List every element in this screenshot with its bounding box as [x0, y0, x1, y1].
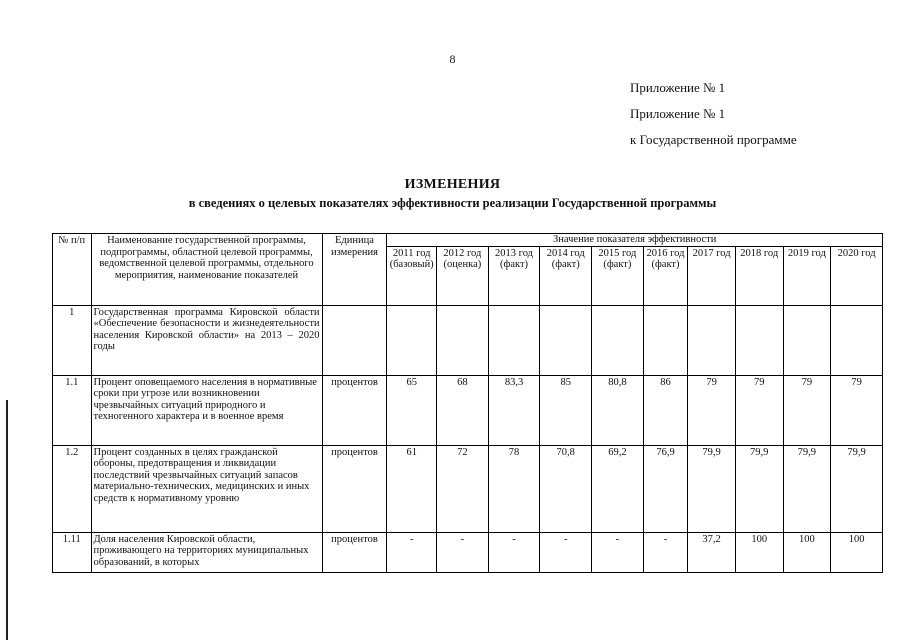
row-value-1: - — [437, 532, 489, 572]
header-row-group — [53, 234, 883, 247]
row-value-0: 65 — [387, 375, 437, 445]
header-year-6: 2017 год — [688, 246, 736, 305]
header-year-4: 2015 год (факт) — [592, 246, 644, 305]
row-value-3 — [540, 305, 592, 375]
row-value-7 — [735, 305, 783, 375]
header-values-group: Значение показателя эффективности — [387, 234, 883, 247]
row-value-2: 83,3 — [488, 375, 540, 445]
row-value-9: 100 — [831, 532, 883, 572]
row-indicator-name: Доля населения Кировской области, проживающего на территориях муниципальных образований, в которых — [91, 532, 322, 572]
row-value-8: 100 — [783, 532, 831, 572]
appendix-line-2: Приложение № 1 — [630, 106, 726, 121]
table-row — [53, 532, 883, 572]
row-number: 1.11 — [53, 532, 92, 572]
header-unit: Единица измерения — [322, 234, 387, 306]
table-row — [53, 375, 883, 445]
appendix-line-1: Приложение № 1 — [630, 80, 726, 95]
row-indicator-name: Государственная программа Кировской области «Обеспечение безопасности и жизнедеятельности населения Кировской области» на 2013 – 2020 годы — [91, 305, 322, 375]
row-value-5 — [643, 305, 688, 375]
row-value-4 — [592, 305, 644, 375]
header-year-1: 2012 год (оценка) — [437, 246, 489, 305]
row-value-7: 100 — [735, 532, 783, 572]
row-value-3: 70,8 — [540, 445, 592, 532]
row-value-0 — [387, 305, 437, 375]
row-unit: процентов — [322, 532, 387, 572]
row-value-9: 79,9 — [831, 445, 883, 532]
header-year-0: 2011 год (базовый) — [387, 246, 437, 305]
header-year-3: 2014 год (факт) — [540, 246, 592, 305]
row-value-5: 76,9 — [643, 445, 688, 532]
row-value-2: 78 — [488, 445, 540, 532]
row-number: 1 — [53, 305, 92, 375]
header-year-8: 2019 год — [783, 246, 831, 305]
row-value-5: - — [643, 532, 688, 572]
table-row — [53, 445, 883, 532]
document-title: ИЗМЕНЕНИЯ — [404, 177, 501, 192]
row-value-6: 79 — [688, 375, 736, 445]
row-value-1: 72 — [437, 445, 489, 532]
row-value-1 — [437, 305, 489, 375]
row-number: 1.1 — [53, 375, 92, 445]
row-value-3: 85 — [540, 375, 592, 445]
row-value-4: 80,8 — [592, 375, 644, 445]
row-value-2 — [488, 305, 540, 375]
row-number: 1.2 — [53, 445, 92, 532]
header-name: Наименование государственной программы, подпрограммы, областной целевой программы, ведомственной целевой программы, отдельного мероприятия, наименование показателей — [91, 234, 322, 306]
header-year-7: 2018 год — [735, 246, 783, 305]
row-indicator-name: Процент оповещаемого населения в нормативные сроки при угрозе или возникновении чрезвычайных ситуаций природного и техногенного характера и в военное время — [91, 375, 322, 445]
header-year-2: 2013 год (факт) — [488, 246, 540, 305]
row-value-8: 79,9 — [783, 445, 831, 532]
row-value-6 — [688, 305, 736, 375]
row-value-3: - — [540, 532, 592, 572]
table-row — [53, 305, 883, 375]
appendix-line-3: к Государственной программе — [630, 132, 797, 147]
row-value-6: 79,9 — [688, 445, 736, 532]
row-indicator-name: Процент созданных в целях гражданской обороны, предотвращения и ликвидации последствий чрезвычайных ситуаций запасов материально-технических, медицинских и иных средств к нормативному уровню — [91, 445, 322, 532]
row-value-7: 79 — [735, 375, 783, 445]
row-value-5: 86 — [643, 375, 688, 445]
row-value-2: - — [488, 532, 540, 572]
row-value-7: 79,9 — [735, 445, 783, 532]
row-value-4: - — [592, 532, 644, 572]
row-value-9 — [831, 305, 883, 375]
indicators-table — [52, 233, 883, 573]
row-unit: процентов — [322, 375, 387, 445]
row-value-9: 79 — [831, 375, 883, 445]
row-unit: процентов — [322, 445, 387, 532]
header-year-5: 2016 год (факт) — [643, 246, 688, 305]
row-value-8: 79 — [783, 375, 831, 445]
header-year-9: 2020 год — [831, 246, 883, 305]
row-value-0: 61 — [387, 445, 437, 532]
row-value-6: 37,2 — [688, 532, 736, 572]
scan-edge-line — [6, 400, 8, 640]
row-unit — [322, 305, 387, 375]
row-value-0: - — [387, 532, 437, 572]
page-number: 8 — [449, 52, 456, 66]
document-subtitle: в сведениях о целевых показателях эффективности реализации Государственной программы — [188, 196, 717, 210]
row-value-4: 69,2 — [592, 445, 644, 532]
header-no: № п/п — [53, 234, 92, 306]
row-value-1: 68 — [437, 375, 489, 445]
row-value-8 — [783, 305, 831, 375]
